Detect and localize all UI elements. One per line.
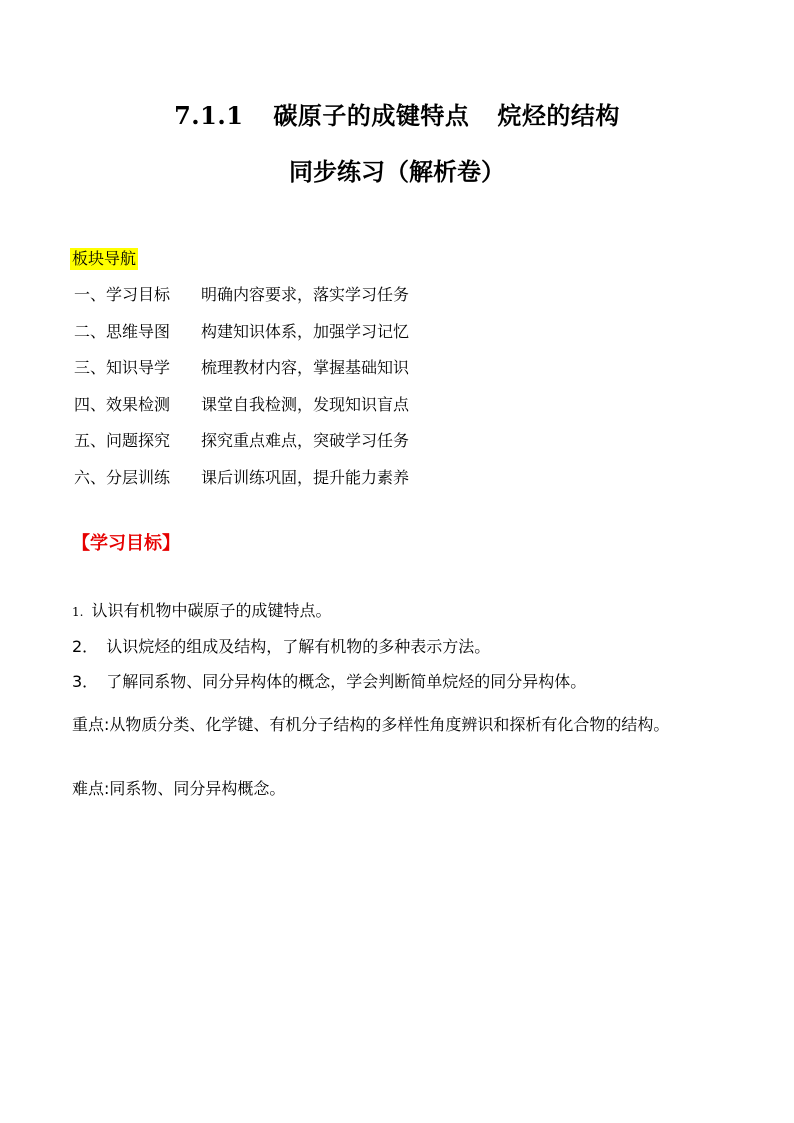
nav-item [74, 284, 409, 306]
nav-item-part: 五、问题探究 [74, 431, 171, 450]
lesson-number: 7.1.1 [174, 101, 244, 130]
goal-text: 认识烷烃的组成及结构，了解有机物的多种表示方法。 [106, 637, 491, 656]
nav-item-desc: 梳理教材内容，掌握基础知识 [201, 358, 410, 377]
goal-item [72, 636, 732, 658]
nav-item-desc: 探究重点难点，突破学习任务 [201, 431, 410, 450]
nav-item [74, 357, 409, 379]
goal-number: 1. [72, 605, 84, 619]
nav-label: 板块导航 [72, 249, 137, 268]
nav-item-desc: 构建知识体系，加强学习记忆 [201, 321, 410, 341]
nav-item-part: 二、思维导图 [74, 321, 171, 341]
nav-item-desc: 课堂自我检测，发现知识盲点 [201, 394, 410, 414]
nav-item [74, 394, 409, 416]
nav-item-part: 三、知识导学 [74, 358, 171, 377]
nav-item [74, 430, 409, 452]
nav-item-part: 六、分层训练 [74, 467, 171, 487]
goal-item [72, 671, 732, 693]
title-topic-a: 碳原子的成键特点 [273, 102, 470, 130]
nav-item-desc: 课后训练巩固，提升能力素养 [201, 467, 410, 487]
nav-item-desc: 明确内容要求，落实学习任务 [201, 285, 410, 304]
title-topic-b: 烷烃的结构 [497, 102, 620, 130]
nav-item [74, 321, 409, 343]
goal-item [72, 600, 732, 623]
nav-item-part: 一、学习目标 [74, 285, 171, 304]
goals-list [72, 600, 732, 706]
key-point: 重点:从物质分类、化学键、有机分子结构的多样性角度辨识和探析有化合物的结构。 [72, 715, 670, 734]
difficult-point: 难点:同系物、同分异构概念。 [72, 779, 286, 798]
goal-text: 认识有机物中碳原子的成键特点。 [91, 601, 332, 620]
goal-number: 3． [72, 672, 99, 691]
document-subtitle: 同步练习（解析卷） [289, 158, 505, 186]
nav-list [74, 284, 409, 503]
nav-item [74, 467, 409, 489]
nav-item-part: 四、效果检测 [74, 394, 171, 414]
goal-text: 了解同系物、同分异构体的概念，学会判断简单烷烃的同分异构体。 [106, 672, 587, 691]
goal-number: 2． [72, 637, 99, 656]
section-heading: 【学习目标】 [72, 533, 180, 554]
document-title [0, 98, 794, 134]
